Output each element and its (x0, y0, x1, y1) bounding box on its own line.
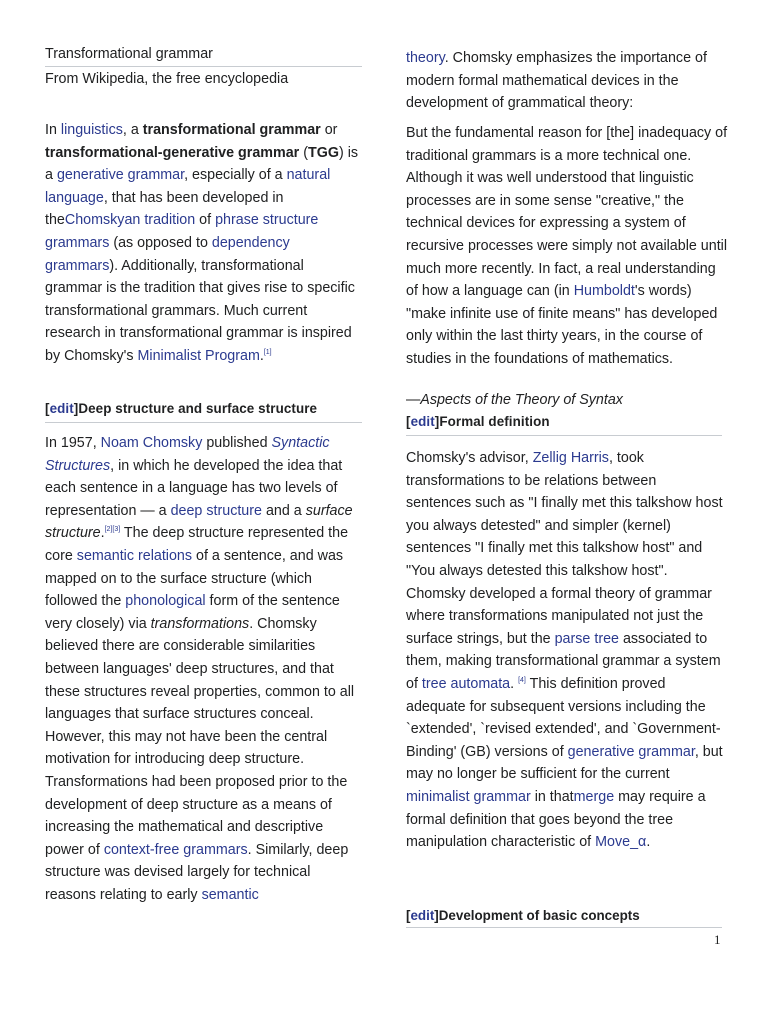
heading-development (406, 906, 640, 926)
term-tgg-abbr: TGG (307, 144, 339, 161)
ref-3-link[interactable]: [3] (112, 526, 121, 534)
heading-formal-definition (406, 412, 722, 436)
body-text: In 1957, (45, 435, 101, 451)
link-deep-structure[interactable]: deep structure (170, 502, 262, 519)
section-title: Development of basic concepts (438, 908, 640, 923)
link-semantic-relations[interactable]: semantic relations (76, 547, 193, 564)
section-title: Deep structure and surface structure (78, 401, 318, 416)
bracket: [ (406, 908, 411, 923)
link-tree-automata[interactable]: tree automata (421, 675, 511, 692)
link-humboldt[interactable]: Humboldt (573, 283, 635, 300)
ref-4 (518, 677, 526, 684)
citation-source: Aspects of the Theory of Syntax (420, 392, 623, 408)
formal-definition-paragraph (406, 447, 724, 854)
body-text: of a sentence, and was mapped on to the surface structure (which followed the (45, 547, 344, 610)
section-title: Formal definition (439, 414, 550, 429)
link-phrase-structure-grammars[interactable]: phrase structure grammars (45, 212, 319, 251)
body-text: Chomsky's advisor, (406, 450, 533, 466)
link-dependency-grammars[interactable]: dependency grammars (45, 234, 290, 274)
ref-1-link[interactable]: [1] (263, 349, 272, 357)
body-text: , but may no longer be sufficient for the current (406, 743, 723, 783)
intro-text: , especially of a (184, 167, 287, 184)
term-transformational-grammar: transformational grammar (142, 122, 321, 138)
bracket: ] (434, 414, 440, 429)
body-text: . Chomsky emphasizes the importance of modern formal mathematical devices in the development of grammatical theory: (406, 50, 707, 112)
link-semantic[interactable]: semantic (201, 886, 259, 903)
body-text: The deep structure represented the core (45, 525, 349, 564)
blockquote (406, 122, 728, 371)
refs-2-3 (105, 527, 121, 534)
deep-structure-paragraph (45, 432, 363, 906)
term-transformations: transformations (150, 615, 250, 632)
link-theory[interactable]: theory (406, 50, 445, 66)
body-text: . (646, 834, 651, 851)
link-context-free-grammars[interactable]: context-free grammars (103, 841, 248, 858)
link-parse-tree[interactable]: parse tree (554, 630, 619, 647)
ref-1 (264, 349, 272, 356)
term-tgg: transformational-generative grammar (45, 144, 300, 161)
body-text: form of the sentence very closely) via (45, 593, 340, 632)
link-generative-grammar[interactable]: generative grammar (56, 167, 185, 184)
intro-text: ) is a (45, 144, 359, 184)
intro-text: (as opposed to (109, 234, 212, 251)
body-text: and a (261, 502, 306, 519)
bracket: ] (73, 401, 79, 416)
intro-text: of (195, 212, 216, 229)
body-text: associated to them, making transformational grammar a system of (406, 630, 721, 692)
body-text: in that (530, 788, 574, 805)
page-subtitle: From Wikipedia, the free encyclopedia (45, 71, 289, 87)
page-number: 1 (714, 932, 721, 947)
bracket: [ (406, 414, 411, 429)
link-chomskyan-tradition[interactable]: Chomskyan tradition (64, 212, 196, 229)
intro-paragraph (45, 119, 363, 368)
link-merge[interactable]: merge (573, 788, 615, 805)
heading-deep-structure (45, 399, 362, 423)
edit-link-deep-structure[interactable]: edit (49, 401, 74, 416)
deep-structure-continuation (406, 47, 724, 115)
link-noam-chomsky[interactable]: Noam Chomsky (100, 435, 203, 451)
ref-2-link[interactable]: [2] (104, 526, 113, 534)
intro-text: . (259, 347, 264, 364)
link-phonological[interactable]: phonological (125, 593, 206, 610)
intro-text: ). Additionally, transformational grammar is the tradition that gives rise to specific transformational grammars. Much current research in transformational grammar is inspired by Chomsky's (45, 257, 355, 364)
link-linguistics[interactable]: linguistics (60, 122, 123, 138)
page-title: Transformational grammar (45, 44, 362, 67)
body-text: . Similarly, deep structure was devised largely for technical reasons relating to early (45, 841, 349, 903)
intro-text: ( (299, 144, 308, 161)
body-text: , took transformations to be relations between sentences such as "I finally met this talkshow host you always detested" and simpler (kernel) sentences "I finally met this talkshow host" and "You always detested this talkshow host". Chomsky developed a formal theory of grammar where transformations manipulated not just the surface strings, but the (406, 450, 723, 647)
bracket: [ (45, 401, 50, 416)
edit-link-formal-definition[interactable]: edit (410, 414, 435, 429)
link-minimalist-grammar[interactable]: minimalist grammar (406, 788, 531, 805)
bracket: ] (434, 908, 439, 923)
intro-text: or (320, 122, 338, 138)
quote-text: But the fundamental reason for [the] inadequacy of traditional grammars is a more technical one. Although it was well understood that linguistic processes are in some sense "creative," the technical devices for expressing a system of recursive processes were simply not available until much more recently. In fact, a real understanding of how a language can (in (406, 125, 728, 300)
body-text: published (202, 435, 272, 451)
intro-text: , that has been developed in the (45, 189, 284, 229)
quote-text: 's words) "make infinite use of finite means" has developed only within the last thirty years, in the course of studies in the foundations of mathematics. (406, 283, 718, 367)
term-surface-structure: surface structure (45, 502, 353, 542)
edit-link-development[interactable]: edit (410, 908, 435, 923)
link-natural-language[interactable]: natural language (45, 167, 331, 206)
link-generative-grammar-2[interactable]: generative grammar (567, 743, 695, 760)
body-text: . (100, 525, 105, 542)
link-syntactic-structures[interactable]: Syntactic Structures (45, 435, 330, 474)
quote-citation (406, 390, 623, 410)
body-text: This definition proved adequate for subsequent versions including the `extended', `revised extended', and `Government-Binding' (GB) versions of (406, 675, 721, 760)
link-minimalist-program[interactable]: Minimalist Program (137, 347, 260, 364)
body-text: . Chomsky believed there are considerable similarities between languages' deep structures, and that these structures reveal properties, common to all languages that surface structures conceal. However, this may not have been the central motivation for introducing deep structure. Transformations had been proposed prior to the development of deep structure as a means of increasing the mathematical and descriptive power of (45, 615, 355, 858)
body-text: , in which he developed the idea that each sentence in a language has two levels of representation — a (45, 457, 343, 519)
body-text: may require a formal definition that goes beyond the tree manipulation characteristic of (406, 788, 706, 851)
intro-text: In (45, 122, 61, 138)
section-divider (406, 927, 722, 928)
link-move-alpha[interactable]: Move_α (595, 834, 647, 851)
link-zellig-harris[interactable]: Zellig Harris (532, 450, 609, 466)
citation-dash: — (406, 392, 421, 408)
body-text: . (510, 675, 519, 692)
intro-text: , a (122, 122, 143, 138)
ref-4-link[interactable]: [4] (518, 677, 526, 685)
